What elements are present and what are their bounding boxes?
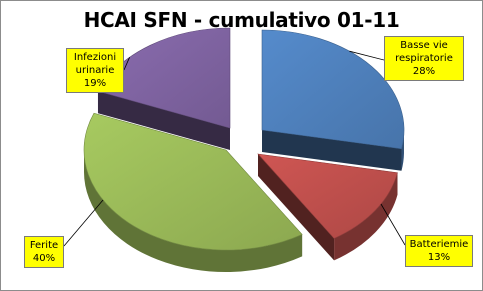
slice-top-0	[262, 30, 404, 149]
callout-label-line-2: respiratorie	[395, 53, 453, 64]
callout-label-line-1: Infezioni	[73, 52, 117, 63]
callout-infezioni-urinarie	[66, 48, 124, 93]
callout-percentage: 19%	[83, 78, 107, 89]
callout-percentage: 13%	[427, 252, 451, 263]
chart-title: HCAI SFN - cumulativo 01-11	[83, 8, 400, 32]
callout-label-line-1: Batteriemie	[409, 239, 469, 250]
callout-label-line-1: Ferite	[29, 240, 59, 251]
callout-batteriemie	[405, 235, 473, 267]
callout-percentage: 28%	[412, 66, 436, 77]
callout-basse-vie-respiratorie	[384, 36, 464, 81]
callout-label-line-2: urinarie	[75, 65, 115, 76]
callout-label-line-1: Basse vie	[400, 40, 448, 51]
leader-line-2	[64, 200, 103, 246]
leader-line-1	[381, 204, 405, 245]
callout-ferite	[24, 236, 64, 268]
callout-percentage: 40%	[32, 253, 56, 264]
